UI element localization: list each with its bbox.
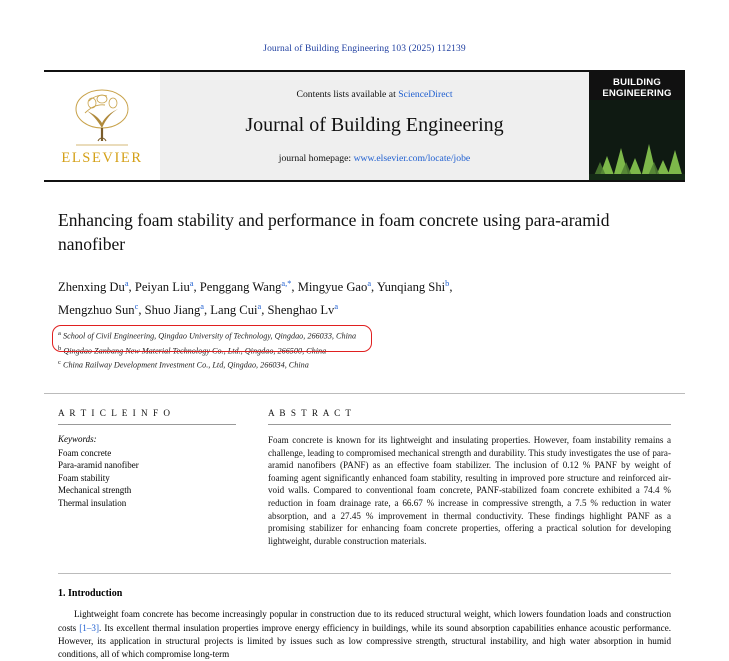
title-block bbox=[58, 208, 671, 371]
author-name: Yunqiang Shi bbox=[376, 280, 446, 295]
affiliation-item bbox=[58, 357, 671, 371]
citation-link[interactable]: [1–3] bbox=[79, 622, 99, 633]
keyword-item: Para-aramid nanofiber bbox=[58, 460, 139, 471]
cover-title-line1: BUILDING bbox=[613, 77, 661, 88]
info-abstract-columns bbox=[58, 408, 671, 547]
introduction-paragraph bbox=[58, 608, 671, 661]
introduction-section bbox=[58, 588, 671, 661]
author-affiliation-marker: a bbox=[189, 279, 194, 288]
keyword-item: Mechanical strength bbox=[58, 485, 132, 496]
author-name: Zhenxing Du bbox=[58, 280, 125, 295]
contents-line bbox=[296, 89, 452, 100]
keywords-list bbox=[58, 447, 236, 509]
article-info-column bbox=[58, 408, 236, 547]
author-name: Peiyan Liu bbox=[134, 280, 190, 295]
author-affiliation-marker: a bbox=[200, 302, 204, 312]
keyword-item: Thermal insulation bbox=[58, 497, 127, 508]
keywords-label: Keywords: bbox=[58, 434, 97, 445]
author-affiliation-marker: a bbox=[334, 302, 339, 312]
author bbox=[145, 303, 204, 317]
journal-cover-image bbox=[589, 72, 685, 180]
author bbox=[268, 303, 339, 317]
author bbox=[298, 280, 371, 294]
affiliation-item bbox=[58, 328, 671, 342]
affiliation-text: Qingdao Zanbang New Material Technology Co., Ltd., Qingdao, 266500, China bbox=[63, 346, 327, 356]
author-name: Shenghao Lv bbox=[267, 303, 335, 318]
sciencedirect-link[interactable]: ScienceDirect bbox=[398, 88, 453, 100]
author bbox=[58, 303, 138, 317]
intro-text-part1: Lightweight foam concrete has become increasingly popular in construction due to its reduced structural weight, which lowers foundation loads and construction costs bbox=[58, 609, 671, 633]
affiliation-list bbox=[58, 328, 671, 371]
introduction-heading: 1. Introduction bbox=[58, 588, 123, 600]
affiliation-marker: c bbox=[58, 358, 61, 366]
author-affiliation-marker: a bbox=[367, 279, 372, 288]
abstract-column bbox=[268, 408, 671, 547]
author bbox=[210, 303, 261, 317]
affiliation-marker: a bbox=[58, 330, 61, 338]
body-divider bbox=[58, 573, 671, 574]
contents-prefix: Contents lists available at bbox=[296, 88, 399, 100]
author bbox=[58, 280, 129, 294]
cover-title bbox=[589, 78, 685, 99]
elsevier-tree-icon bbox=[67, 87, 137, 149]
author bbox=[135, 280, 194, 294]
author-name: Shuo Jiang bbox=[144, 303, 201, 318]
section-divider bbox=[44, 393, 685, 394]
affiliation-text: China Railway Development Investment Co., Ltd, Qingdao, 266034, China bbox=[62, 360, 309, 370]
abstract-text: Foam concrete is known for its lightweight and insulating properties. However, foam instability remains a challenge, leading to compromised mechanical strength and durability. This study investigates the use of para-aramid nanofibers (PANF) as an effective foam stabilizer. The inclusion of 0.12 % PANF by weight of foaming agent significantly enhanced foam stability, resulting in improved pore structure and reinforced air-void walls. Compared to conventional foam concrete, PANF-stabilized foam concrete exhibited a 74.4 % reduction in foam drainage rate, a 66.67 % increase in compressive strength, a 7.5 % reduction in water absorption, and a 27.45 % improvement in thermal conductivity. These findings highlight PANF as a promising stabilizer for enhancing foam concrete properties, offering a practical solution for developing lightweight, durable construction materials. bbox=[268, 435, 671, 546]
author-affiliation-marker: a bbox=[257, 302, 262, 312]
author-name: Mengzhuo Sun bbox=[58, 303, 135, 318]
author bbox=[377, 280, 449, 294]
journal-homepage-link[interactable]: www.elsevier.com/locate/jobe bbox=[353, 152, 471, 164]
author-name: Mingyue Gao bbox=[297, 280, 368, 295]
author-affiliation-marker: a bbox=[124, 279, 129, 288]
running-head: Journal of Building Engineering 103 (2025) 112139 bbox=[263, 44, 466, 54]
affiliation-marker: b bbox=[58, 344, 62, 352]
journal-title: Journal of Building Engineering bbox=[245, 113, 504, 136]
masthead-center bbox=[160, 72, 589, 180]
article-info-heading: A R T I C L E I N F O bbox=[58, 408, 236, 425]
abstract-heading: A B S T R A C T bbox=[268, 408, 671, 425]
author-name: Lang Cui bbox=[210, 303, 258, 318]
author-affiliation-marker: b bbox=[445, 279, 450, 288]
homepage-line bbox=[279, 153, 470, 164]
author-affiliation-marker: a,* bbox=[281, 279, 292, 288]
publisher-name: ELSEVIER bbox=[61, 150, 143, 166]
affiliation-item bbox=[58, 343, 671, 357]
publisher-logo bbox=[44, 72, 160, 180]
cover-artwork-icon bbox=[589, 100, 685, 180]
author-name: Penggang Wang bbox=[199, 280, 282, 295]
keyword-item: Foam stability bbox=[58, 472, 110, 483]
author-affiliation-marker: c bbox=[134, 302, 139, 312]
intro-text-part2: . Its excellent thermal insulation properties improve energy efficiency in buildings, while its sound absorption capabilities enhance acoustic performance. However, its application in structural projects is limited by issues such as low compressive strength, structural instability, and high water absorption in humid conditions, all of which compromise long-term bbox=[58, 622, 672, 660]
page-title: Enhancing foam stability and performance in foam concrete using para-aramid nanofiber bbox=[58, 210, 610, 254]
keyword-item: Foam concrete bbox=[58, 448, 112, 459]
author-list: Zhenxing Du$^a$, Peiyan Liu$^a$, Penggang Wang$^{a,*}$, Mingyue Gao$^a$, Yunqiang Shi$^b$, Mengzhuo Sun$^c$, Shuo Jiang$^a$, Lang Cui$^a$, Shenghao Lv$^a$ bbox=[58, 279, 453, 318]
author bbox=[200, 280, 292, 294]
journal-masthead bbox=[44, 70, 685, 182]
homepage-prefix: journal homepage: bbox=[278, 152, 354, 164]
cover-title-line2: ENGINEERING bbox=[602, 87, 672, 99]
affiliation-text: School of Civil Engineering, Qingdao University of Technology, Qingdao, 266033, China bbox=[62, 332, 357, 342]
